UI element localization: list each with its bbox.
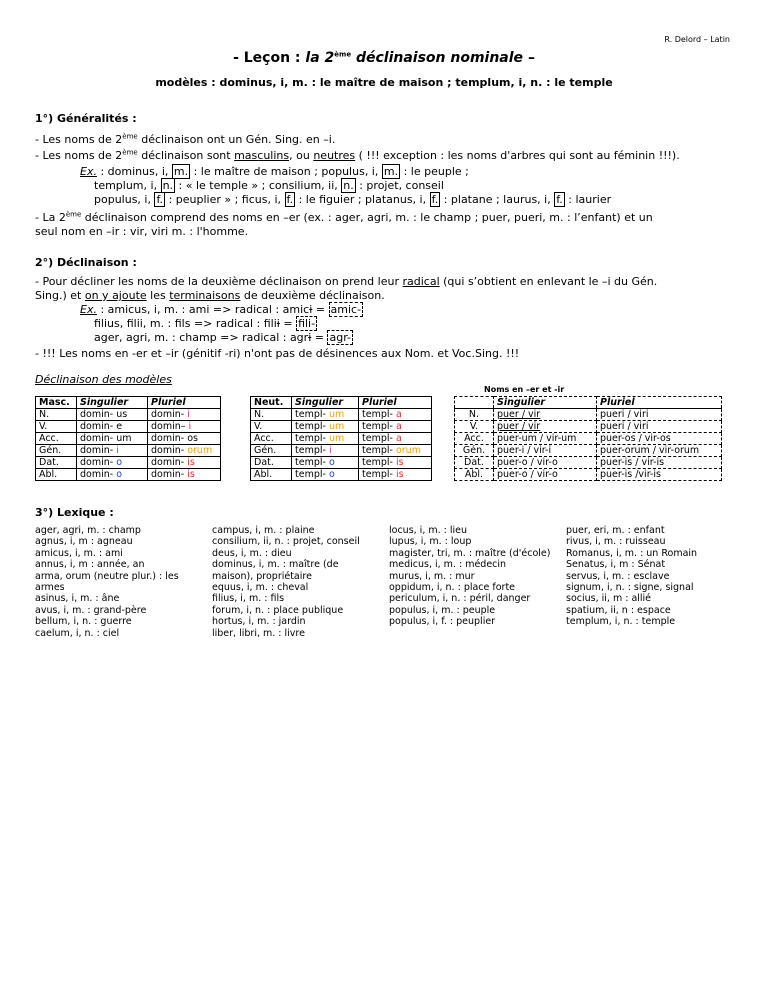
list-item: dominus, i, m. : maître (de maison), propriétaire bbox=[212, 559, 339, 582]
table-row: Gén. domin- i domin- orum bbox=[36, 445, 221, 457]
list-item: populus, i, f. : peuplier bbox=[389, 616, 496, 628]
masc-head-label: Masc. bbox=[36, 397, 77, 409]
s1-example-3: populus, i, f. : peuplier » ; ficus, i, f. : le figuier ; platanus, i, f. : platane ; laurus, i, f. : laurier bbox=[94, 193, 612, 206]
er-head-label bbox=[455, 397, 494, 409]
list-item: locus, i, m. : lieu bbox=[389, 525, 468, 536]
list-item: populus, i, m. : peuple bbox=[389, 604, 496, 616]
list-item: asinus, i, m. : âne bbox=[35, 593, 120, 605]
list-item: murus, i, m. : mur bbox=[389, 570, 475, 582]
s1-line-3: - La 2ème déclinaison comprend des noms en –er (ex. : ager, agri, m. : le champ ; puer, pueri, m. : l’enfant) et un bbox=[35, 210, 653, 224]
list-item: avus, i, m. : grand-père bbox=[35, 604, 147, 616]
table-row: V. templ- um templ- a bbox=[251, 421, 432, 433]
er-head-singular: Singulier bbox=[494, 397, 597, 409]
list-item: filius, i, m. : fils bbox=[212, 593, 285, 605]
s2-example-3: ager, agri, m. : champ => radical : agri = agr- bbox=[94, 331, 351, 344]
list-item: templum, i, n. : temple bbox=[566, 616, 676, 628]
table-row: Dat. domin- o domin- is bbox=[36, 457, 221, 469]
table-row: Gén. puer-i / vir-i puer-orum / vir-orum bbox=[455, 445, 722, 457]
list-item: Senatus, i, m : Sénat bbox=[566, 559, 666, 571]
s2-warning: - !!! Les noms en -er et –ir (génitif -ri) n'ont pas de désinences aux Nom. et Voc.Sing. !!! bbox=[35, 347, 520, 360]
s2-para-1: - Pour décliner les noms de la deuxième déclinaison on prend leur radical (qui s’obtient en enlevant le –i du Gén. bbox=[35, 275, 658, 288]
neut-head-plural: Pluriel bbox=[359, 397, 432, 409]
list-item: Romanus, i, m. : un Romain bbox=[566, 547, 698, 559]
masc-table bbox=[35, 396, 221, 481]
list-item: liber, libri, m. : livre bbox=[212, 627, 305, 639]
section-2-heading: 2°) Déclinaison : bbox=[35, 256, 137, 269]
list-item: puer, eri, m. : enfant bbox=[566, 525, 665, 536]
table-row: N. domin- us domin- i bbox=[36, 409, 221, 421]
list-item: periculum, i, n. : péril, danger bbox=[389, 593, 531, 605]
s1-line-1: - Les noms de 2ème déclinaison ont un Gén. Sing. en –i. bbox=[35, 132, 336, 146]
er-ir-table bbox=[454, 396, 722, 481]
table-row: V. puer / vir pueri / viri bbox=[455, 421, 722, 433]
s2-para-2: Sing.) et on y ajoute les terminaisons de deuxième déclinaison. bbox=[35, 289, 385, 302]
lexicon-column-4 bbox=[566, 525, 736, 628]
list-item: deus, i, m. : dieu bbox=[212, 547, 292, 559]
list-item: bellum, i, n. : guerre bbox=[35, 616, 132, 628]
models-caption: Déclinaison des modèles bbox=[35, 373, 172, 386]
table-row: N. templ- um templ- a bbox=[251, 409, 432, 421]
list-item: magister, tri, m. : maître (d'école) bbox=[389, 547, 551, 559]
list-item: ager, agri, m. : champ bbox=[35, 525, 141, 536]
list-item: hortus, i, m. : jardin bbox=[212, 616, 306, 628]
list-item: oppidum, i, n. : place forte bbox=[389, 582, 516, 594]
table-row: Abl. domin- o domin- is bbox=[36, 469, 221, 481]
section-1-heading: 1°) Généralités : bbox=[35, 112, 137, 125]
er-table-caption: Noms en –er et -ir bbox=[484, 385, 565, 394]
list-item: forum, i, n. : place publique bbox=[212, 604, 344, 616]
table-row: Gén. templ- i templ- orum bbox=[251, 445, 432, 457]
table-row: Acc. domin- um domin- os bbox=[36, 433, 221, 445]
s2-example-1: Ex. : amicus, i, m. : ami => radical : amici = amic- bbox=[80, 303, 362, 316]
neut-table bbox=[250, 396, 432, 481]
list-item: socius, ii, m : allié bbox=[566, 593, 652, 605]
header-author: R. Delord – Latin bbox=[664, 35, 730, 44]
masc-head-plural: Pluriel bbox=[148, 397, 221, 409]
list-item: agnus, i, m : agneau bbox=[35, 536, 133, 548]
list-item: campus, i, m. : plaine bbox=[212, 525, 315, 536]
page-subtitle: modèles : dominus, i, m. : le maître de maison ; templum, i, n. : le temple bbox=[155, 76, 613, 89]
page-title: - Leçon : la 2ème déclinaison nominale – bbox=[233, 50, 535, 66]
table-row: V. domin- e domin– i bbox=[36, 421, 221, 433]
lexicon-column-1 bbox=[35, 525, 205, 639]
table-row: Abl. templ- o templ- is bbox=[251, 469, 432, 481]
neut-head-label: Neut. bbox=[251, 397, 292, 409]
list-item: equus, i, m. : cheval bbox=[212, 582, 309, 594]
lexicon-column-3 bbox=[389, 525, 559, 628]
list-item: arma, orum (neutre plur.) : les armes bbox=[35, 570, 179, 594]
masc-head-singular: Singulier bbox=[77, 397, 148, 409]
list-item: servus, i, m. : esclave bbox=[566, 570, 670, 582]
list-item: caelum, i, n. : ciel bbox=[35, 627, 120, 639]
list-item: amicus, i, m. : ami bbox=[35, 547, 123, 559]
table-row: Dat. templ- o templ- is bbox=[251, 457, 432, 469]
neut-head-singular: Singulier bbox=[292, 397, 359, 409]
table-row: Abl. puer-o / vir-o puer-is /vir-is bbox=[455, 469, 722, 481]
list-item: lupus, i, m. : loup bbox=[389, 536, 472, 548]
list-item: spatium, ii, n : espace bbox=[566, 604, 671, 616]
list-item: medicus, i, m. : médecin bbox=[389, 559, 507, 571]
list-item: consilium, ii, n. : projet, conseil bbox=[212, 536, 360, 548]
list-item: annus, i, m : année, an bbox=[35, 559, 145, 571]
s1-example-2: templum, i, n. : « le temple » ; consilium, ii, n. : projet, conseil bbox=[94, 179, 444, 192]
section-3-heading: 3°) Lexique : bbox=[35, 506, 114, 519]
table-row: N. puer / vir pueri / viri bbox=[455, 409, 722, 421]
list-item: rivus, i, m. : ruisseau bbox=[566, 536, 666, 548]
list-item: signum, i, n. : signe, signal bbox=[566, 582, 694, 594]
s1-example-1: Ex. : dominus, i, m. : le maître de maison ; populus, i, m. : le peuple ; bbox=[80, 165, 469, 178]
s2-example-2: filius, filii, m. : fils => radical : filii = fili- bbox=[94, 317, 316, 330]
table-row: Acc. puer-um / vir-um puer-os / vir-os bbox=[455, 433, 722, 445]
er-head-plural: Pluriel bbox=[597, 397, 722, 409]
table-row: Acc. templ- um templ- a bbox=[251, 433, 432, 445]
s1-line-4: seul nom en –ir : vir, viri m. : l'homme. bbox=[35, 225, 249, 238]
s1-line-2: - Les noms de 2ème déclinaison sont masculins, ou neutres ( !!! exception : les noms d'arbres qui sont au féminin !!!). bbox=[35, 148, 680, 162]
table-row: Dat. puer-o / vir-o puer-is / vir-is bbox=[455, 457, 722, 469]
lexicon-column-2 bbox=[212, 525, 382, 639]
